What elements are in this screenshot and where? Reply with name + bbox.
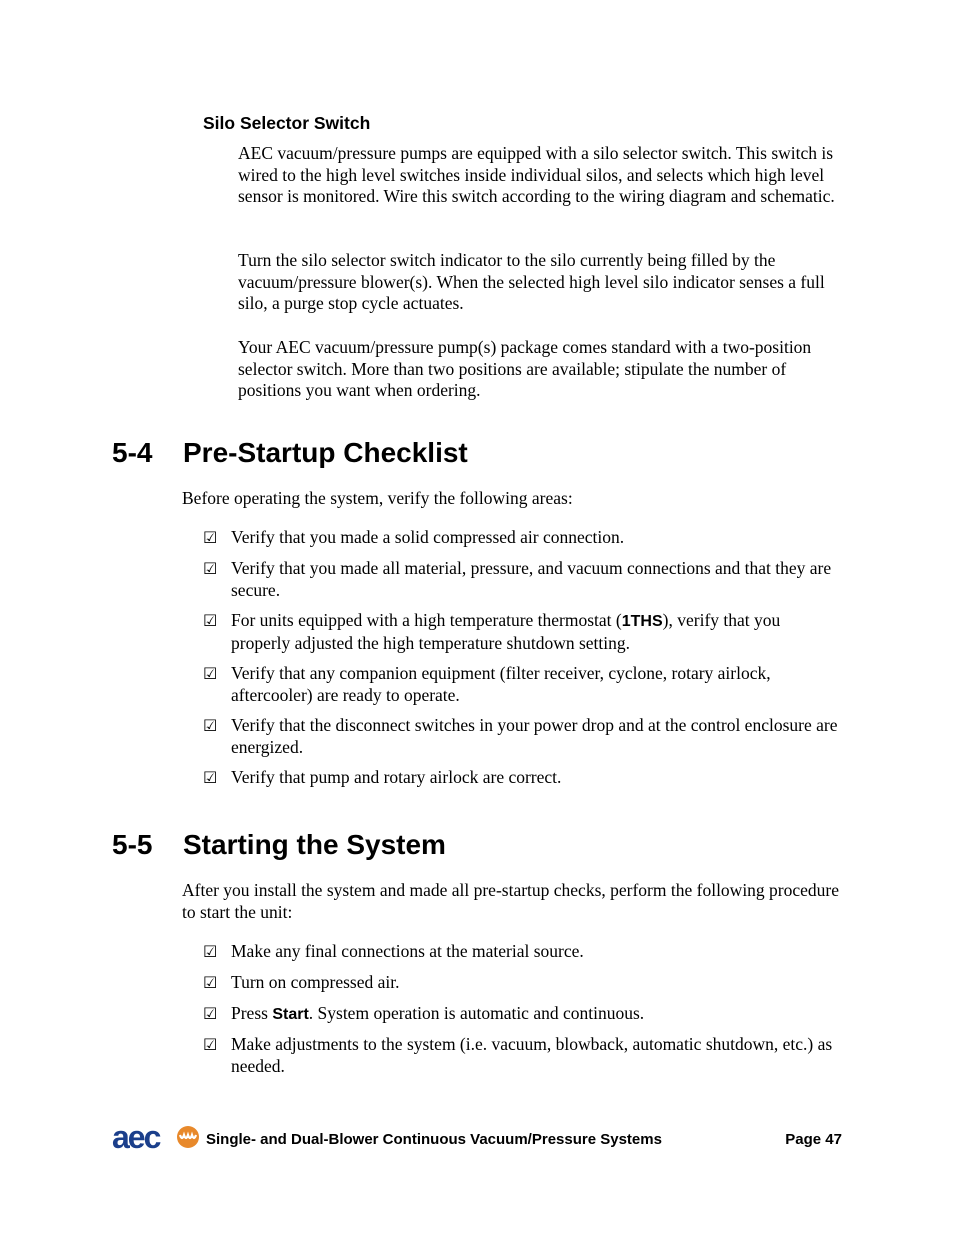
- checkbox-checked-icon: ☑: [203, 664, 218, 683]
- paragraph-silo-1: AEC vacuum/pressure pumps are equipped with a silo selector switch. This switch is wired to the high level switches inside individual silos, and selects which high level sensor is monitored. Wire this switch according to the wiring diagram and schematic.: [238, 143, 835, 207]
- subsection-heading: Silo Selector Switch: [203, 113, 371, 133]
- checklist-item: ☑ Verify that you made all material, pressure, and vacuum connections and that they are secure.: [203, 558, 832, 600]
- checklist-item: ☑ For units equipped with a high temperature thermostat (1THS), verify that you properly adjusted the high temperature shutdown setting.: [203, 610, 781, 653]
- checkbox-checked-icon: ☑: [203, 768, 218, 787]
- checklist-item: ☑ Verify that pump and rotary airlock are correct.: [203, 767, 562, 787]
- checkbox-checked-icon: ☑: [203, 942, 218, 961]
- checklist-item: ☑ Make adjustments to the system (i.e. vacuum, blowback, automatic shutdown, etc.) as needed.: [203, 1034, 833, 1076]
- page-number: Page 47: [785, 1131, 842, 1148]
- checkbox-checked-icon: ☑: [203, 559, 218, 578]
- section-intro: Before operating the system, verify the following areas:: [182, 488, 573, 508]
- checkbox-checked-icon: ☑: [203, 1004, 218, 1023]
- checkbox-checked-icon: ☑: [203, 611, 218, 630]
- section-heading-5-4: [112, 436, 468, 470]
- aec-logo: [112, 1121, 202, 1151]
- section-number: 5-5: [112, 829, 153, 860]
- section-heading-5-5: [112, 828, 446, 862]
- footer-title: Single- and Dual-Blower Continuous Vacuum/Pressure Systems: [206, 1131, 662, 1148]
- checklist-item: ☑ Verify that you made a solid compressed air connection.: [203, 527, 625, 547]
- section-title: Pre-Startup Checklist: [183, 437, 468, 468]
- checkbox-checked-icon: ☑: [203, 1035, 218, 1054]
- checklist-item: ☑ Make any final connections at the material source.: [203, 941, 584, 961]
- checkbox-checked-icon: ☑: [203, 973, 218, 992]
- code-label: 1THS: [621, 613, 663, 630]
- start-label: Start: [272, 1006, 309, 1023]
- logo-text: aec: [112, 1121, 160, 1151]
- paragraph-silo-2: Turn the silo selector switch indicator to the silo currently being filled by the vacuum/pressure blower(s). When the selected high level silo indicator senses a full silo, a purge stop cycle actuates.: [238, 250, 825, 314]
- section-number: 5-4: [112, 437, 153, 468]
- checklist-item: ☑ Verify that any companion equipment (filter receiver, cyclone, rotary airlock, aftercooler) are ready to operate.: [203, 663, 771, 705]
- section-title: Starting the System: [183, 829, 446, 860]
- paragraph-silo-3: Your AEC vacuum/pressure pump(s) package comes standard with a two-position selector switch. More than two positions are available; stipulate the number of positions you want when ordering.: [238, 337, 812, 401]
- checkbox-checked-icon: ☑: [203, 528, 218, 547]
- checkbox-checked-icon: ☑: [203, 716, 218, 735]
- section-intro: After you install the system and made all pre-startup checks, perform the following procedure to start the unit:: [182, 880, 840, 922]
- checklist-item: ☑ Press Start. System operation is automatic and continuous.: [203, 1003, 843, 1026]
- checklist-item: ☑ Verify that the disconnect switches in your power drop and at the control enclosure are energized.: [203, 715, 838, 757]
- checklist-item: ☑ Turn on compressed air.: [203, 972, 400, 992]
